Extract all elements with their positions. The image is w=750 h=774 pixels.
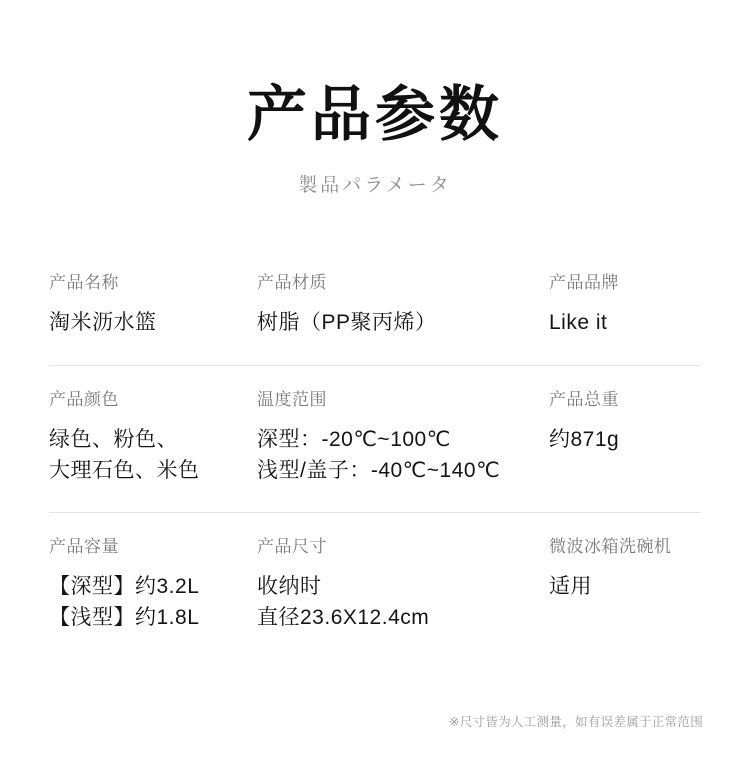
page-title: 产品参数 bbox=[247, 81, 503, 148]
spec-value-line: 适用 bbox=[549, 575, 592, 599]
spec-value bbox=[257, 572, 539, 633]
spec-cell-material bbox=[257, 273, 549, 339]
spec-row bbox=[49, 365, 701, 512]
spec-value-line: 淘米沥水篮 bbox=[49, 311, 157, 335]
spec-label: 产品品牌 bbox=[549, 273, 619, 292]
spec-value-line: 【浅型】约1.8L bbox=[49, 605, 200, 629]
spec-value-line: 【深型】约3.2L bbox=[49, 575, 200, 599]
spec-label: 产品材质 bbox=[257, 273, 327, 292]
spec-cell-dimensions bbox=[257, 537, 549, 633]
spec-table bbox=[49, 259, 701, 653]
spec-value-line: 直径23.6X12.4cm bbox=[257, 605, 430, 629]
spec-value bbox=[257, 425, 539, 486]
spec-value bbox=[549, 308, 691, 338]
spec-cell-appliance-compatibility bbox=[549, 537, 701, 633]
spec-row bbox=[49, 512, 701, 653]
spec-cell-temperature-range bbox=[257, 390, 549, 486]
spec-label: 温度范围 bbox=[257, 389, 327, 409]
measurement-disclaimer: ※尺寸皆为人工测量，如有误差属于正常范围 bbox=[449, 715, 703, 729]
spec-label: 产品容量 bbox=[49, 537, 119, 557]
spec-value-line: 浅型/盖子：-40℃~140℃ bbox=[257, 458, 501, 482]
spec-label: 产品颜色 bbox=[49, 389, 119, 409]
spec-value-line: 绿色、粉色、 bbox=[49, 428, 178, 452]
spec-value bbox=[49, 572, 247, 633]
spec-label: 产品总重 bbox=[549, 389, 619, 409]
spec-value-line: 约871g bbox=[549, 428, 620, 452]
spec-value bbox=[549, 572, 691, 602]
spec-label: 产品尺寸 bbox=[257, 537, 327, 557]
spec-value-line: Like it bbox=[549, 311, 608, 335]
spec-value bbox=[549, 425, 691, 455]
spec-value bbox=[49, 425, 247, 486]
spec-value-line: 大理石色、米色 bbox=[49, 458, 200, 482]
spec-value-line: 树脂（PP聚丙烯） bbox=[257, 311, 437, 335]
page-subtitle: 製品パラメータ bbox=[298, 175, 452, 196]
spec-cell-capacity bbox=[49, 537, 257, 633]
spec-value-line: 收纳时 bbox=[257, 575, 322, 599]
spec-value bbox=[49, 308, 247, 338]
spec-row bbox=[49, 259, 701, 365]
spec-value-line: 深型：-20℃~100℃ bbox=[257, 428, 451, 452]
spec-cell-total-weight bbox=[549, 390, 701, 486]
spec-cell-product-name bbox=[49, 273, 257, 339]
spec-cell-brand bbox=[549, 273, 701, 339]
spec-label: 微波冰箱洗碗机 bbox=[549, 537, 672, 557]
spec-cell-color bbox=[49, 390, 257, 486]
spec-label: 产品名称 bbox=[49, 273, 119, 292]
spec-value bbox=[257, 308, 539, 338]
page-header bbox=[0, 0, 750, 197]
